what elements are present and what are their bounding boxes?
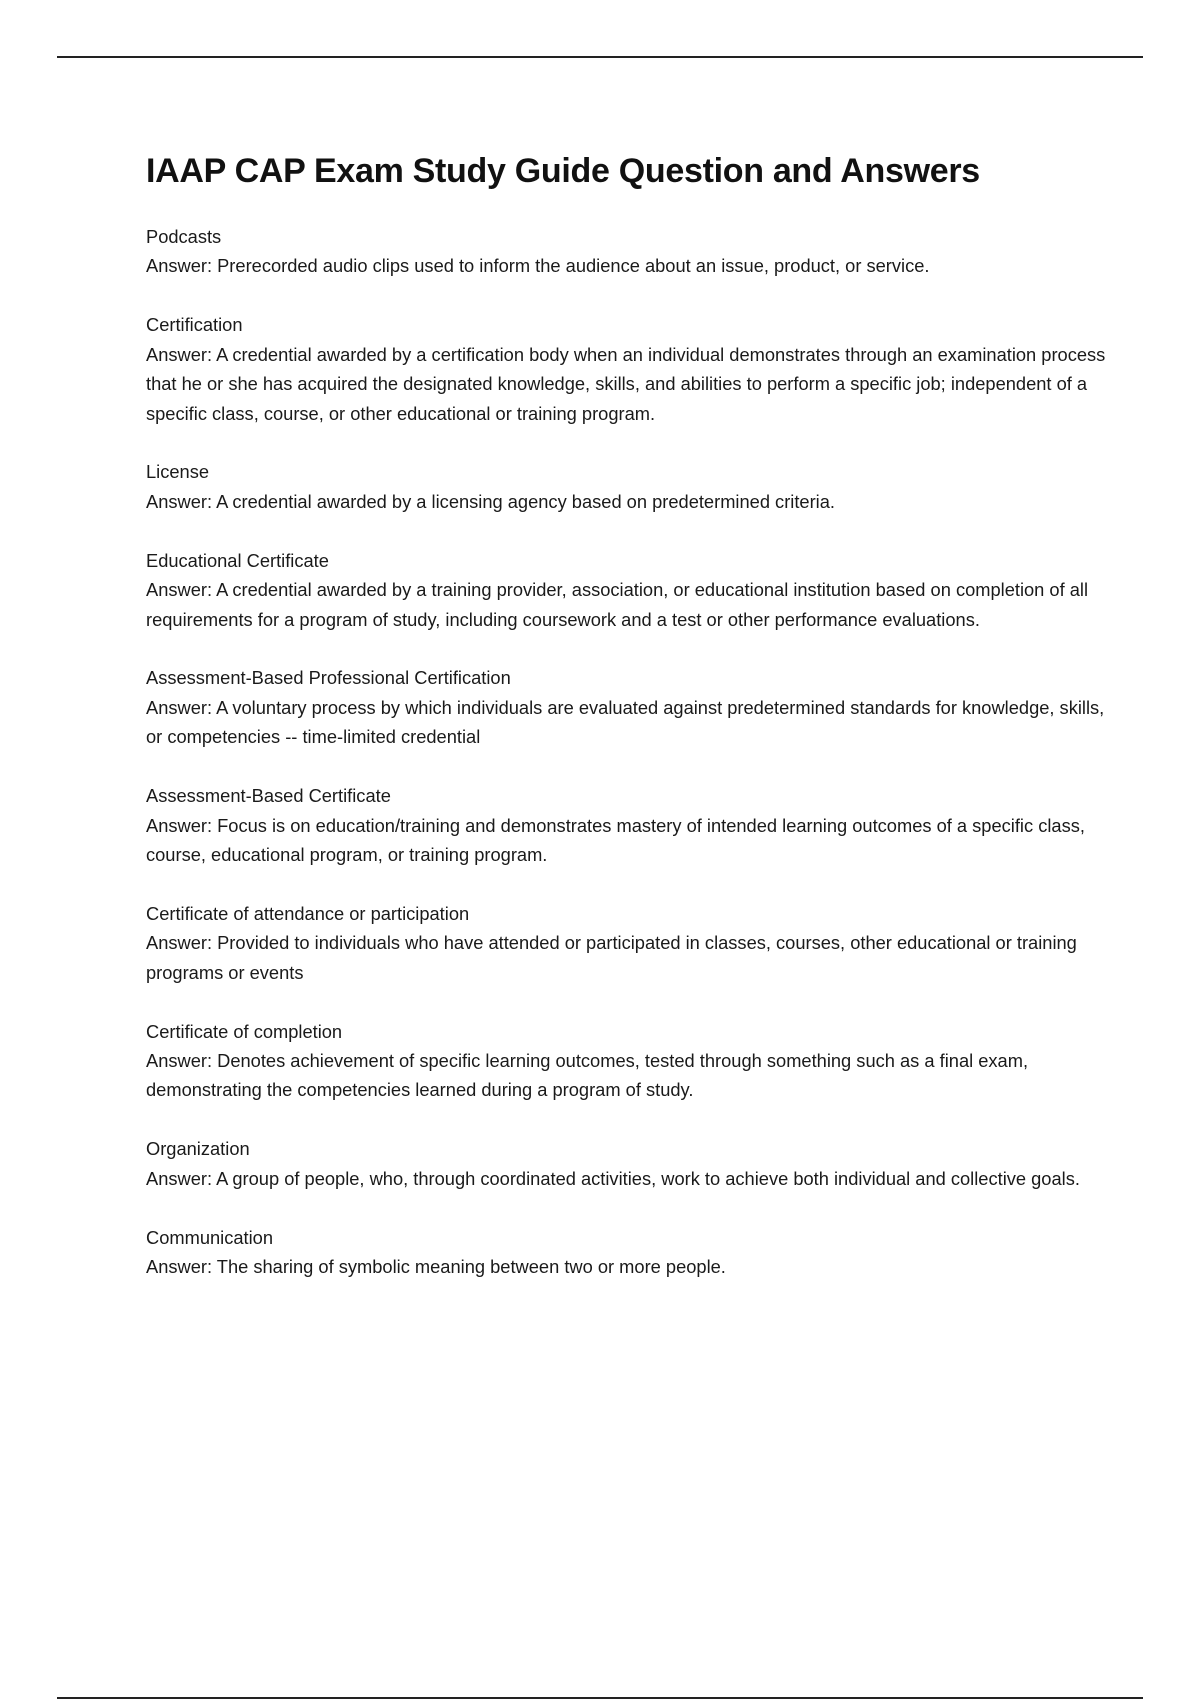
qa-item-educational-certificate: [146, 546, 1106, 634]
qa-answer: Answer: Denotes achievement of specific learning outcomes, tested through something such as a final exam, demonstrating the competencies learned during a program of study.: [146, 1050, 1029, 1101]
qa-item-certification: [146, 310, 1106, 428]
qa-term: Assessment-Based Certificate: [146, 785, 391, 807]
qa-answer: Answer: Prerecorded audio clips used to inform the audience about an issue, product, or service.: [146, 255, 930, 277]
qa-term: Organization: [146, 1138, 250, 1160]
qa-term: Certification: [146, 314, 243, 336]
qa-answer: Answer: The sharing of symbolic meaning between two or more people.: [146, 1256, 726, 1278]
qa-item-podcasts: [146, 222, 1106, 281]
qa-answer: Answer: A credential awarded by a certification body when an individual demonstrates through an examination process that he or she has acquired the designated knowledge, skills, and abilities to perform a specific job; independent of a specific class, course, or other educational or training program.: [146, 343, 1106, 424]
document-body: [146, 148, 1106, 1311]
qa-answer: Answer: A voluntary process by which individuals are evaluated against predetermined standards for knowledge, skills, or competencies -- time-limited credential: [146, 696, 1105, 748]
qa-answer: Answer: A group of people, who, through coordinated activities, work to achieve both individual and collective goals.: [146, 1167, 1080, 1189]
qa-answer: Answer: Provided to individuals who have attended or participated in classes, courses, other educational or training programs or events: [146, 932, 1077, 983]
qa-term: License: [146, 461, 210, 483]
qa-item-certificate-of-completion: [146, 1017, 1106, 1105]
qa-item-license: [146, 457, 1106, 516]
qa-term: Certificate of completion: [146, 1020, 343, 1042]
qa-term: Assessment-Based Professional Certification: [146, 667, 511, 689]
qa-term: Educational Certificate: [146, 549, 329, 571]
qa-answer: Answer: A credential awarded by a training provider, association, or educational institution based on completion of all requirements for a program of study, including coursework and a test or other performance evaluations.: [146, 579, 1089, 630]
qa-item-assessment-based-certificate: [146, 781, 1106, 869]
qa-list: [146, 222, 1106, 1281]
qa-answer: Answer: Focus is on education/training and demonstrates mastery of intended learning outcomes of a specific class, course, educational program, or training program.: [146, 814, 1085, 865]
qa-item-communication: [146, 1223, 1106, 1282]
qa-term: Podcasts: [146, 226, 222, 247]
qa-item-assessment-based-professional-certification: [146, 663, 1106, 751]
document-title: IAAP CAP Exam Study Guide Question and Answers: [146, 152, 980, 190]
qa-answer: Answer: A credential awarded by a licensing agency based on predetermined criteria.: [146, 490, 835, 512]
qa-term: Communication: [146, 1226, 274, 1248]
qa-term: Certificate of attendance or participation: [146, 902, 470, 924]
qa-item-certificate-of-attendance: [146, 899, 1106, 987]
qa-item-organization: [146, 1134, 1106, 1193]
footer-rule: [57, 1697, 1143, 1699]
header-rule: [57, 56, 1143, 58]
